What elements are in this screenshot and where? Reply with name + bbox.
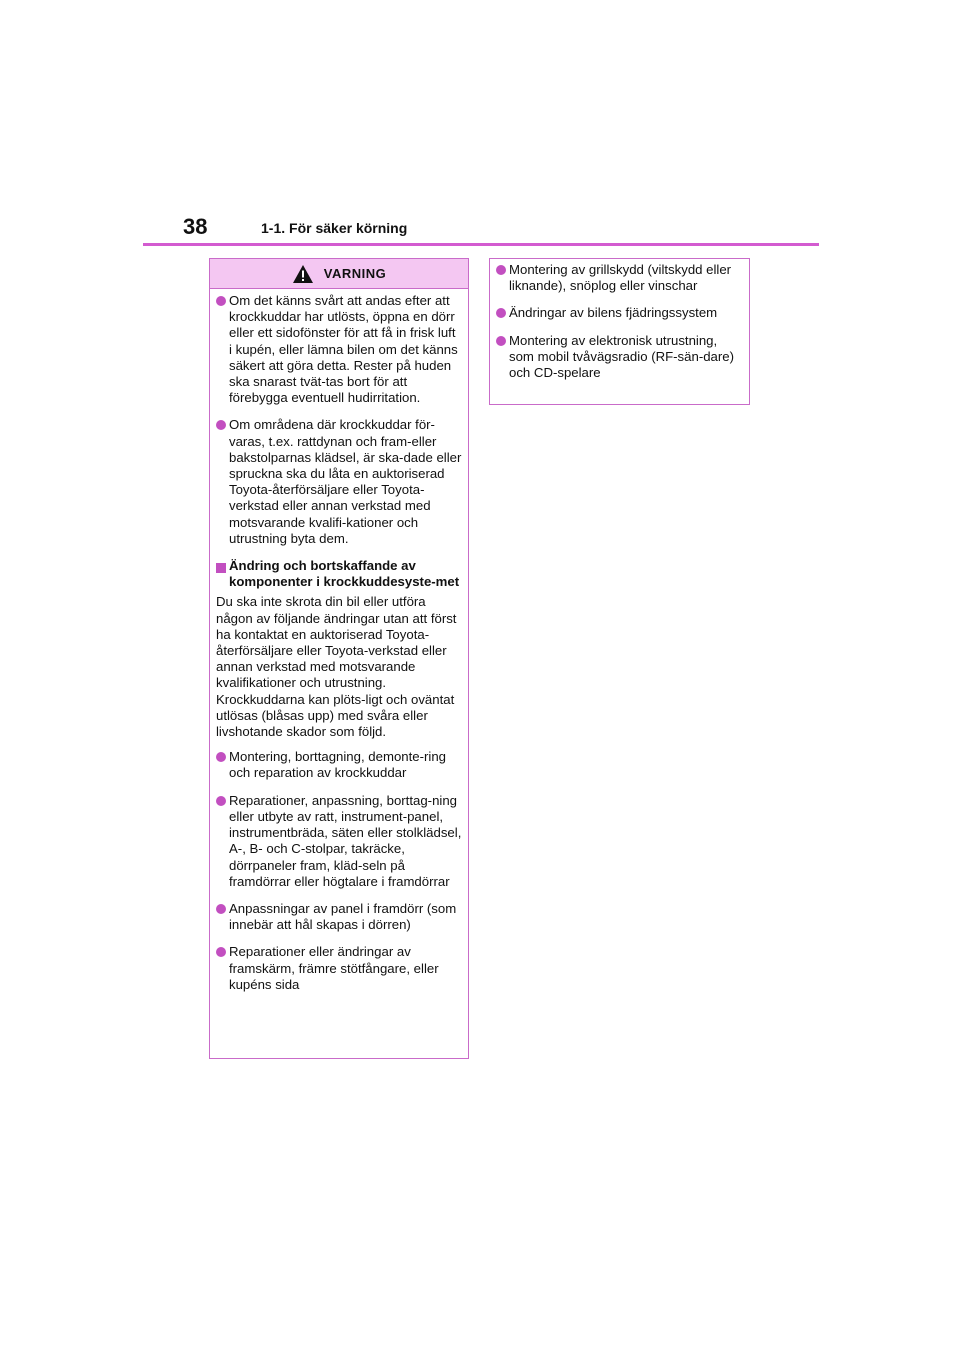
bullet-dot-icon [216,417,229,430]
bullet-dot-icon [216,749,229,762]
bullet-dot-icon [216,901,229,914]
list-item-text: Reparationer eller ändringar av framskärm, främre stötfångare, eller kupéns sida [229,944,439,992]
list-item-text: Om det känns svårt att andas efter att krockkuddar har utlösts, öppna en dörr eller ett sidofönster för att få in frisk luft i kupén, eller lämna bilen om det känns säkert att göra detta. Rester på huden ska snarast tvät-tas bort för att förebygga eventuell hudirritation. [229,293,458,406]
list-item [216,417,462,547]
bullet-dot-icon [496,333,509,346]
warning-content [210,289,468,993]
list-item-text: Anpassningar av panel i framdörr (som innebär att hål skapas i dörren) [229,900,457,933]
paragraph: Du ska inte skrota din bil eller utföra någon av följande ändringar utan att först ha kontaktat en auktoriserad Toyota-återförsäljare eller Toyota-verkstad eller annan verkstad med motsvarande kvalifikationer och utrustning. Krockkuddarna kan plöts-ligt och oväntat utlösas (blåsas upp) med svåra eller livshotande skador som följd. [216,594,457,740]
bullet-dot-icon [216,293,229,306]
page-number: 38 [183,214,208,239]
list-item-text: Reparationer, anpassning, borttag-ning eller utbyte av ratt, instrument-panel, instrumentbräda, säten eller stolklädsel, A-, B- och C-stolpar, takräcke, dörrpaneler fram, kläd-seln på framdörrar eller högtalare i framdörrar [229,792,462,889]
list-item-text: Om områdena där krockkuddar för-varas, t.ex. rattdynan och fram-eller bakstolparnas klädsel, är ska-dade eller spruckna ska du låta en auktoriserad Toyota-återförsäljare eller Toyota-verkstad eller annan verkstad med motsvarande kvalifi-kationer och utrustning byta dem. [229,417,462,546]
list-item-text: Montering, borttagning, demonte-ring och reparation av krockkuddar [229,749,446,781]
subheading-text: Ändring och bortskaffande av komponenter i krockkuddesyste-met [229,558,460,590]
page-header [183,212,823,252]
list-item [216,749,462,781]
list-item-text: Montering av elektronisk utrustning, som mobil tvåvägsradio (RF-sän-dare) och CD-spelare [509,332,734,381]
list-item [216,293,462,406]
list-item [216,793,462,890]
list-item-text: Montering av grillskydd (viltskydd eller liknande), snöplog eller vinschar [509,262,732,294]
square-bullet-icon [216,558,229,577]
list-item [496,333,743,382]
header-divider [143,243,819,246]
warning-title-bar [210,259,468,289]
warning-box [209,258,469,1059]
bullet-dot-icon [216,944,229,957]
warning-title: VARNING [323,266,387,281]
section-title: 1-1. För säker körning [261,220,408,236]
warning-triangle-icon [292,264,314,284]
list-item-text: Ändringar av bilens fjädringssystem [509,305,718,321]
continued-content [490,259,749,381]
subheading [216,558,462,590]
bullet-dot-icon [496,262,509,275]
list-item [216,944,462,993]
list-item [496,305,743,321]
list-item [496,262,743,294]
continued-warning-box [489,258,750,405]
bullet-dot-icon [216,793,229,806]
bullet-dot-icon [496,305,509,318]
list-item [216,901,462,933]
